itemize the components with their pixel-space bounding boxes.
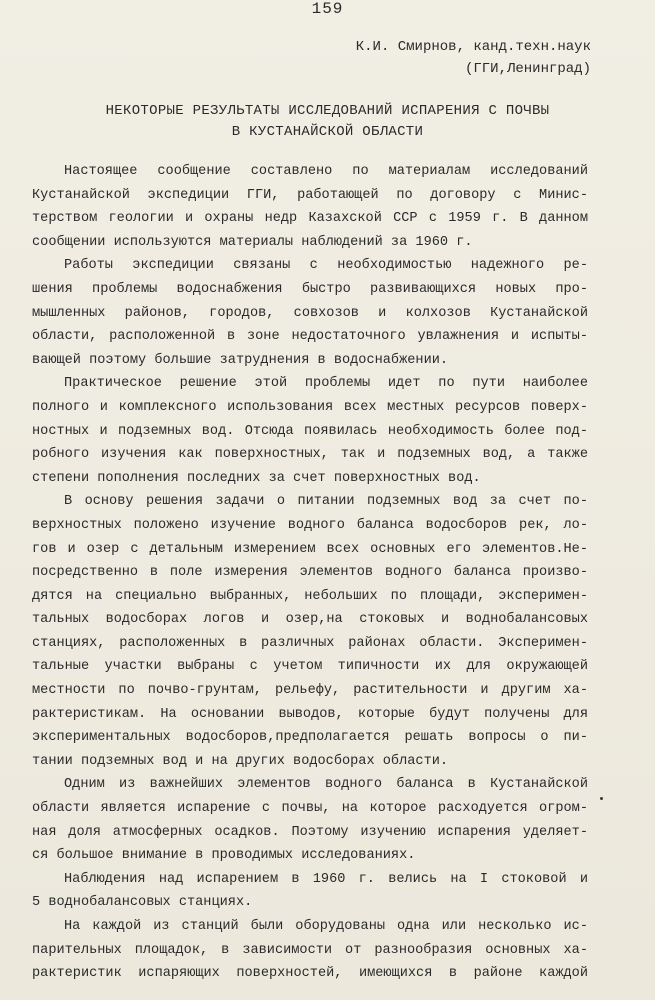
text-line: станциях, расположенных в различных районах области. Эксперимен- [32, 635, 588, 651]
text-line: Работы экспедиции связаны с необходимостью надежного ре- [64, 258, 588, 274]
text-line: вающей поэтому большие затруднения в водоснабжении. [32, 352, 449, 368]
text-line: ная доля атмосферных осадков. Поэтому изучению испарения уделяет- [32, 824, 588, 840]
text-line: тании подземных вод и на других водосборах области. [32, 753, 449, 769]
text-line: экспериментальных водосборов,предполагается решать вопросы о пи- [32, 730, 588, 746]
text-line: тальные участки выбраны с учетом типичности их для окружающей [32, 659, 588, 675]
text-line: тальных водосборах логов и озер,на стоковых и воднобалансовых [32, 612, 588, 628]
article-title [0, 101, 655, 143]
text-line: ся большое внимание в проводимых исследованиях. [32, 848, 416, 864]
text-line: степени пополнения последних за счет поверхностных вод. [32, 470, 481, 486]
text-line: 5 воднобалансовых станциях. [32, 895, 253, 911]
page-number: 159 [311, 0, 344, 18]
text-line: Кустанайской экспедиции ГГИ, работающей по договору с Минис- [32, 187, 588, 203]
text-line: Настоящее сообщение составлено по материалам исследований [64, 164, 588, 179]
text-line: местности по почво-грунтам, рельефу, растительности и другим ха- [32, 683, 588, 699]
text-line: робного изучения как поверхностных, так и подземных вод, а также [32, 447, 588, 463]
text-line: посредственно в поле измерения элементов водного баланса произво- [32, 565, 588, 581]
text-line: гов и озер с детальным измерением всех основных его элементов.Не- [32, 541, 588, 557]
text-line: Практическое решение этой проблемы идет по пути наиболее [64, 376, 588, 392]
ink-dot [600, 797, 603, 800]
author-block [356, 36, 591, 80]
text-line: терством геологии и охраны недр Казахской ССР с 1959 г. В данном [32, 211, 588, 227]
author-name: К.И. Смирнов, канд.техн.наук [355, 39, 591, 55]
text-line: Наблюдения над испарением в 1960 г. велись на I стоковой и [64, 871, 588, 887]
author-affiliation: (ГГИ,Ленинград) [464, 61, 591, 77]
title-line-2: В КУСТАНАЙСКОЙ ОБЛАСТИ [231, 124, 424, 140]
text-line: сообщении используются материалы наблюдений за 1960 г. [32, 234, 473, 250]
text-line: полного и комплексного использования всех местных ресурсов поверх- [32, 399, 588, 415]
text-line: области является испарение с почвы, на которое расходуется огром- [32, 801, 588, 817]
text-line: рактеристик испаряющих поверхностей, имеющихся в районе каждой [32, 966, 588, 982]
text-line: На каждой из станций были оборудованы одна или несколько ис- [64, 919, 588, 934]
text-line: области, расположенной в зоне недостаточного увлажнения и испыты- [32, 329, 588, 345]
text-line: мышленных районов, городов, совхозов и колхозов Кустанайской [32, 305, 588, 321]
text-line: рактеристикам. На основании выводов, которые будут получены для [32, 706, 588, 722]
text-line: верхностных положено изучение водного баланса водосборов рек, ло- [32, 517, 588, 533]
text-line: парительных площадок, в зависимости от разнообразия основных ха- [32, 942, 588, 958]
text-line: Одним из важнейших элементов водного баланса в Кустанайской [64, 777, 588, 793]
text-line: ностных и подземных вод. Отсюда появилась необходимость более под- [32, 423, 588, 439]
text-line: шения проблемы водоснабжения быстро развивающихся новых про- [32, 281, 588, 297]
text-line: В основу решения задачи о питании подземных вод за счет по- [64, 494, 588, 510]
body-text [32, 160, 588, 986]
text-line: дятся на специально выбранных, небольших по площади, эксперимен- [32, 588, 588, 604]
title-line-1: НЕКОТОРЫЕ РЕЗУЛЬТАТЫ ИССЛЕДОВАНИЙ ИСПАРЕНИЯ С ПОЧВЫ [105, 103, 550, 119]
